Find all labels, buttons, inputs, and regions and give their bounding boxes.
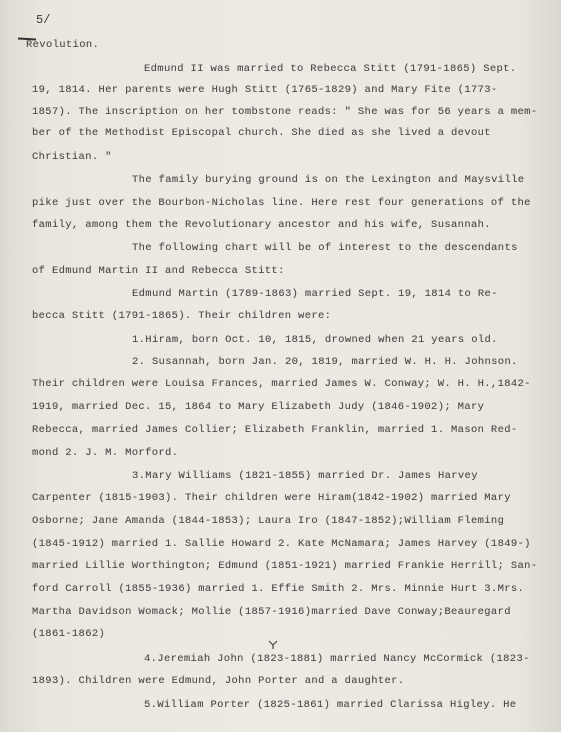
text-line: of Edmund Martin II and Rebecca Stitt: <box>32 265 285 277</box>
text-line: (1861-1862) <box>32 628 106 640</box>
text-line: ber of the Methodist Episcopal church. She died as she lived a devout <box>32 127 491 139</box>
text-line: 1.Hiram, born Oct. 10, 1815, drowned when 21 years old. <box>132 334 498 346</box>
text-line: pike just over the Bourbon-Nicholas line. Here rest four generations of the <box>32 197 531 209</box>
page-number: 5/ <box>36 13 51 27</box>
text-line: Martha Davidson Womack; Mollie (1857-1916)married Dave Conway;Beauregard <box>32 606 511 618</box>
text-line: The family burying ground is on the Lexington and Maysville <box>132 174 525 186</box>
text-line: 4.Jeremiah John (1823-1881) married Nancy McCormick (1823- <box>144 653 530 665</box>
text-line: 1857). The inscription on her tombstone reads: " She was for 56 years a mem- <box>32 106 538 118</box>
text-line: Their children were Louisa Frances, married James W. Conway; W. H. H.,1842- <box>32 378 531 390</box>
text-line: (1845-1912) married 1. Sallie Howard 2. Kate McNamara; James Harvey (1849-) <box>32 538 531 550</box>
text-line: 2. Susannah, born Jan. 20, 1819, married W. H. H. Johnson. <box>132 356 518 368</box>
text-line: married Lillie Worthington; Edmund (1851-1921) married Frankie Herrill; San- <box>32 560 538 572</box>
text-line: Carpenter (1815-1903). Their children were Hiram(1842-1902) married Mary <box>32 492 511 504</box>
text-line: Revolution. <box>26 39 100 51</box>
text-line: 5.William Porter (1825-1861) married Clarissa Higley. He <box>144 699 517 711</box>
text-line: becca Stitt (1791-1865). Their children were: <box>32 310 332 322</box>
text-line: 19, 1814. Her parents were Hugh Stitt (1765-1829) and Mary Fite (1773- <box>32 84 498 96</box>
text-line: The following chart will be of interest to the descendants <box>132 242 518 254</box>
text-line: Rebecca, married James Collier; Elizabeth Franklin, married 1. Mason Red- <box>32 424 518 436</box>
text-line: ford Carroll (1855-1936) married 1. Effie Smith 2. Mrs. Minnie Hurt 3.Mrs. <box>32 583 525 595</box>
text-line: 1919, married Dec. 15, 1864 to Mary Elizabeth Judy (1846-1902); Mary <box>32 401 485 413</box>
correction-mark-icon <box>267 638 279 650</box>
text-line: Edmund II was married to Rebecca Stitt (1791-1865) Sept. <box>144 63 517 75</box>
text-line: Osborne; Jane Amanda (1844-1853); Laura Iro (1847-1852);William Fleming <box>32 515 505 527</box>
text-line: Christian. " <box>32 151 112 163</box>
text-line: 1893). Children were Edmund, John Porter and a daughter. <box>32 675 405 687</box>
text-line: mond 2. J. M. Morford. <box>32 447 179 459</box>
handwritten-correction-mark <box>267 638 279 650</box>
text-line: Edmund Martin (1789-1863) married Sept. 19, 1814 to Re- <box>132 288 498 300</box>
text-line: family, among them the Revolutionary ancestor and his wife, Susannah. <box>32 219 491 231</box>
text-line: 3.Mary Williams (1821-1855) married Dr. James Harvey <box>132 470 478 482</box>
